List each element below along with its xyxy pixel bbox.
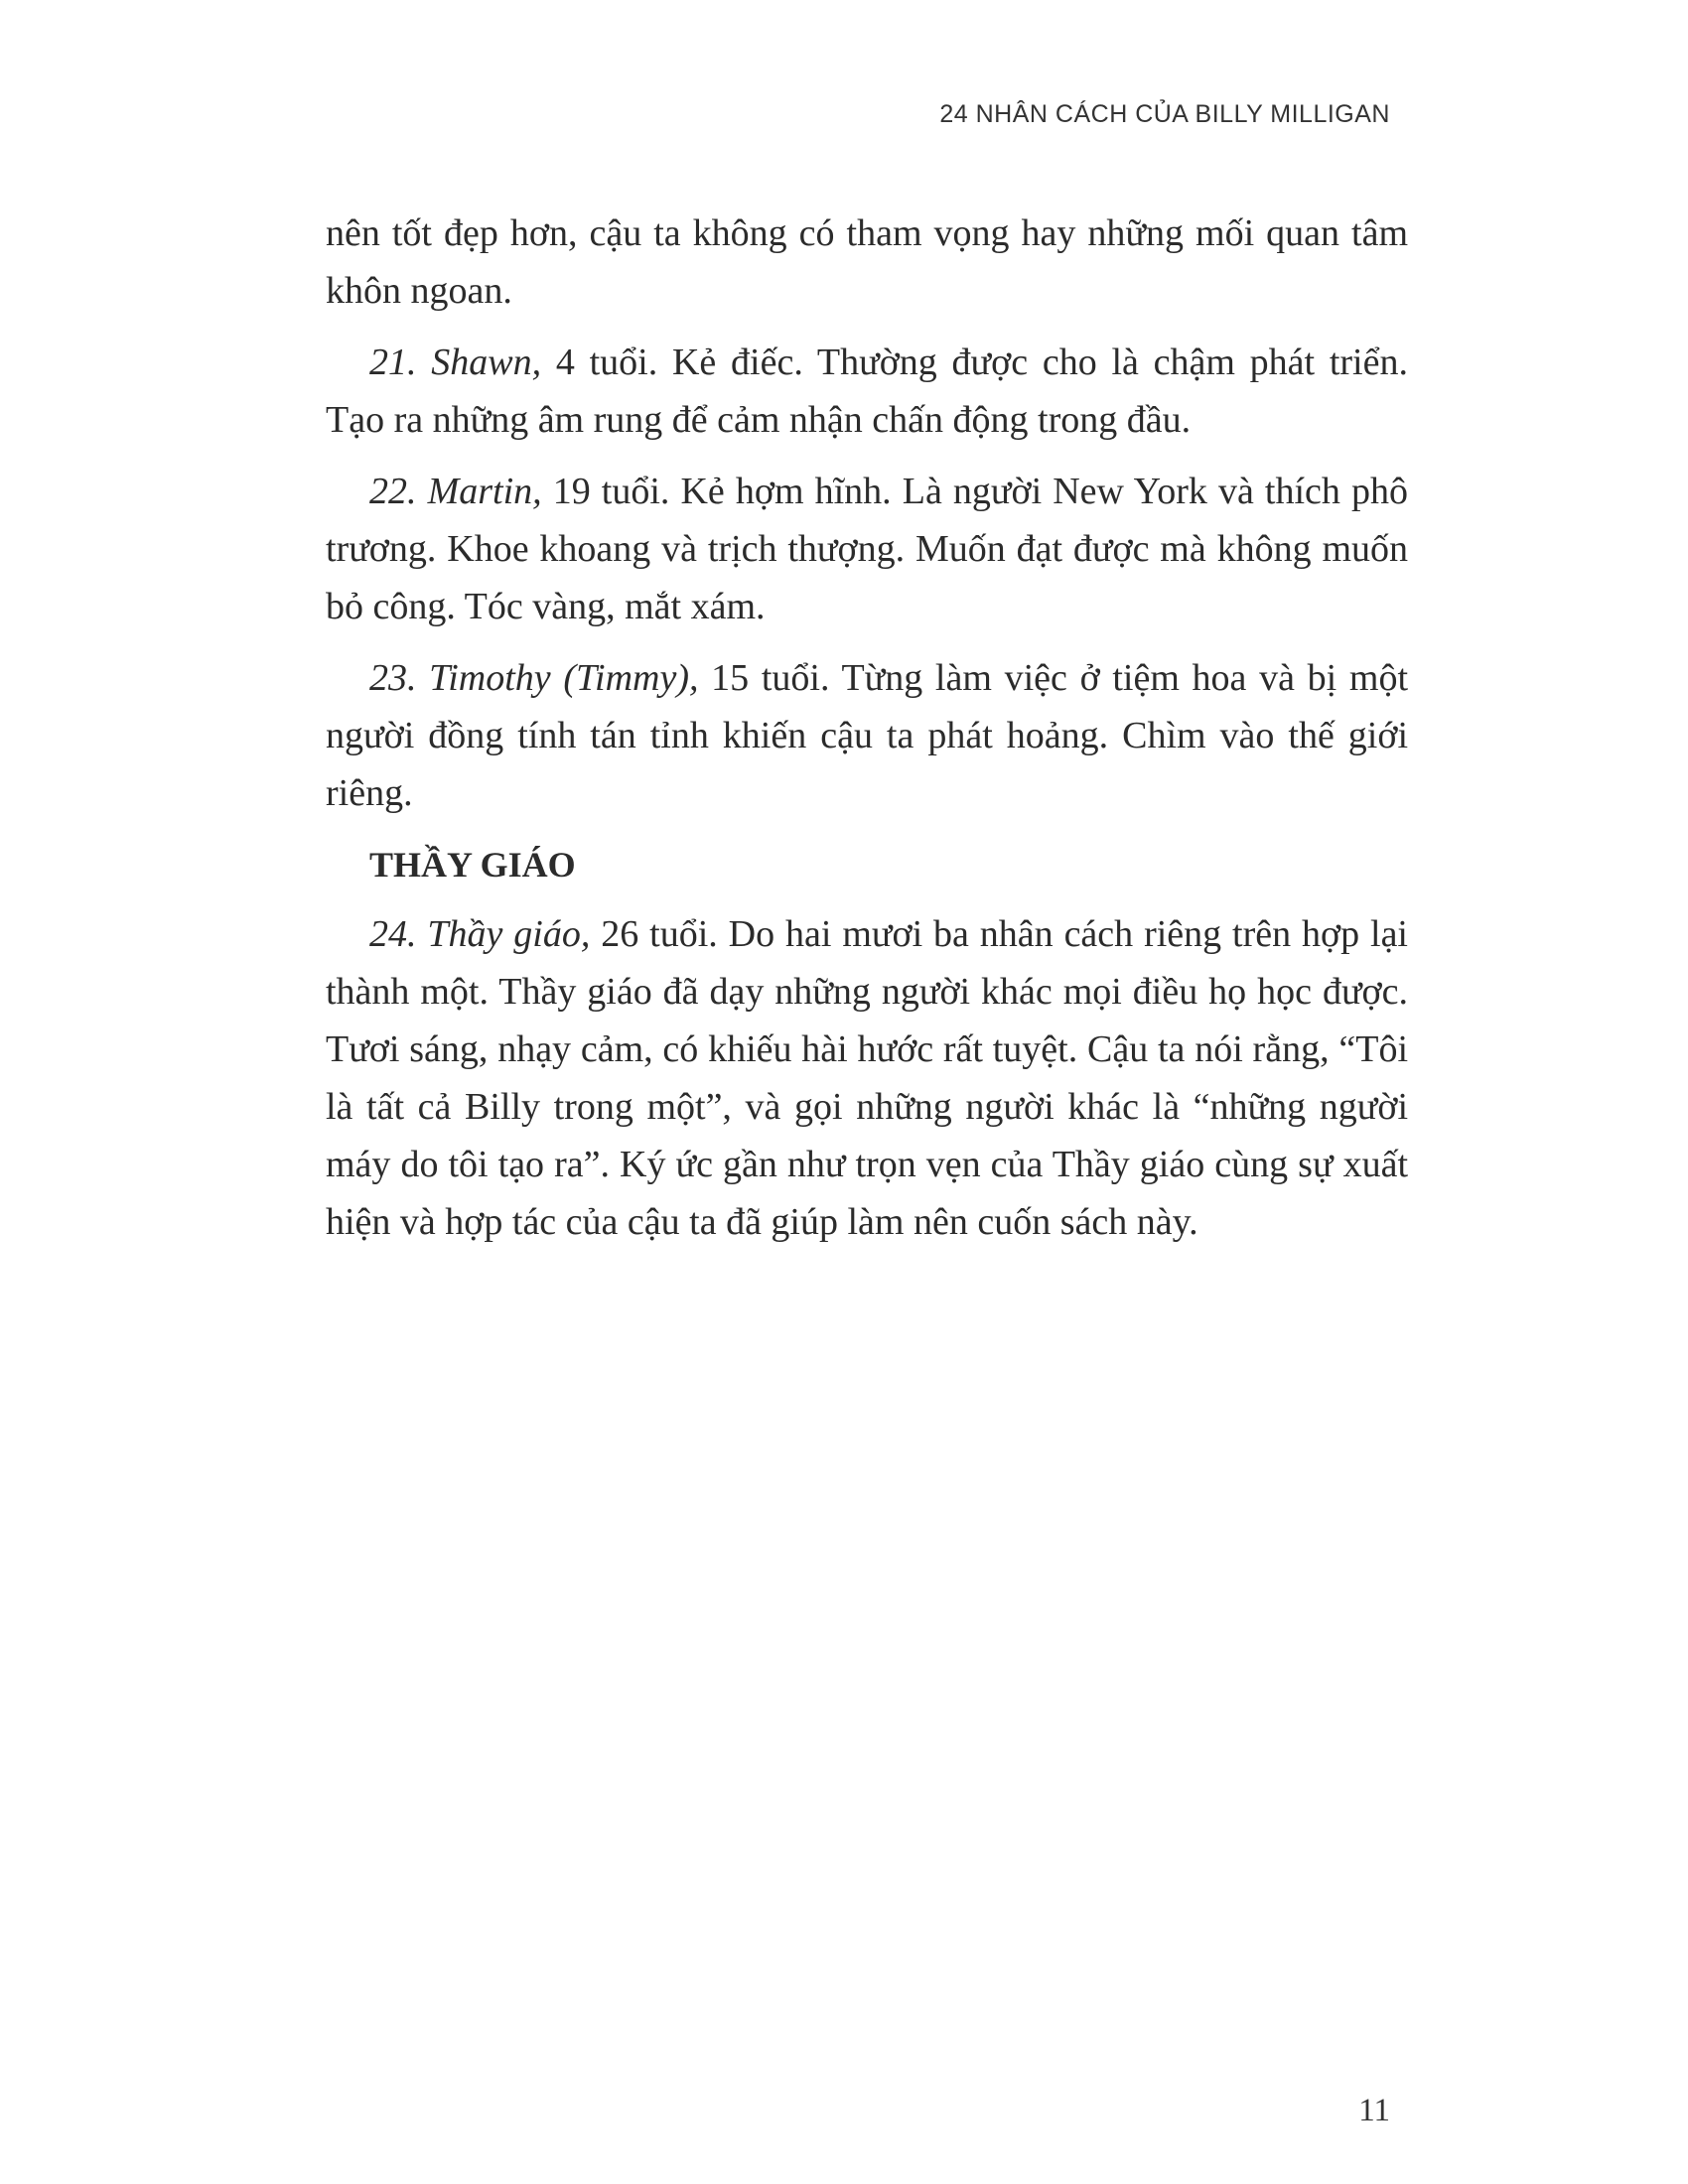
page-body xyxy=(326,205,1408,1265)
running-header: 24 NHÂN CÁCH CỦA BILLY MILLIGAN xyxy=(939,100,1390,128)
entry-22-text: 19 tuổi. Kẻ hợm hĩnh. Là người New York và thích phô trương. Khoe khoang và trịch thượng. Muốn đạt được mà không muốn bỏ công. Tóc vàng, mắt xám. xyxy=(326,471,1408,627)
section-heading: THẦY GIÁO xyxy=(369,845,576,885)
entry-23-text: 15 tuổi. Từng làm việc ở tiệm hoa và bị một người đồng tính tán tỉnh khiến cậu ta phát hoảng. Chìm vào thế giới riêng. xyxy=(326,657,1409,814)
entry-21-name: 21. Shawn, xyxy=(369,341,542,383)
entry-23-name: 23. Timothy (Timmy), xyxy=(369,657,699,699)
entry-22-name: 22. Martin, xyxy=(369,471,542,512)
entry-22 xyxy=(326,463,1408,635)
entry-21 xyxy=(326,334,1408,449)
entry-23 xyxy=(326,649,1408,822)
paragraph-continuation: nên tốt đẹp hơn, cậu ta không có tham vọng hay những mối quan tâm khôn ngoan. xyxy=(326,212,1408,312)
entry-24-text: 26 tuổi. Do hai mươi ba nhân cách riêng trên hợp lại thành một. Thầy giáo đã dạy những người khác mọi điều họ học được. Tươi sáng, nhạy cảm, có khiếu hài hước rất tuyệt. Cậu ta nói rằng, “Tôi là tất cả Billy trong một”, và gọi những người khác là “những người máy do tôi tạo ra”. Ký ức gần như trọn vẹn của Thầy giáo cùng sự xuất hiện và hợp tác của cậu ta đã giúp làm nên cuốn sách này. xyxy=(326,913,1408,1243)
entry-24 xyxy=(326,905,1408,1251)
entry-24-name: 24. Thầy giáo, xyxy=(369,913,591,955)
page-number: 11 xyxy=(1358,2093,1390,2128)
entry-21-text: 4 tuổi. Kẻ điếc. Thường được cho là chậm phát triển. Tạo ra những âm rung để cảm nhận chấn động trong đầu. xyxy=(326,341,1408,441)
